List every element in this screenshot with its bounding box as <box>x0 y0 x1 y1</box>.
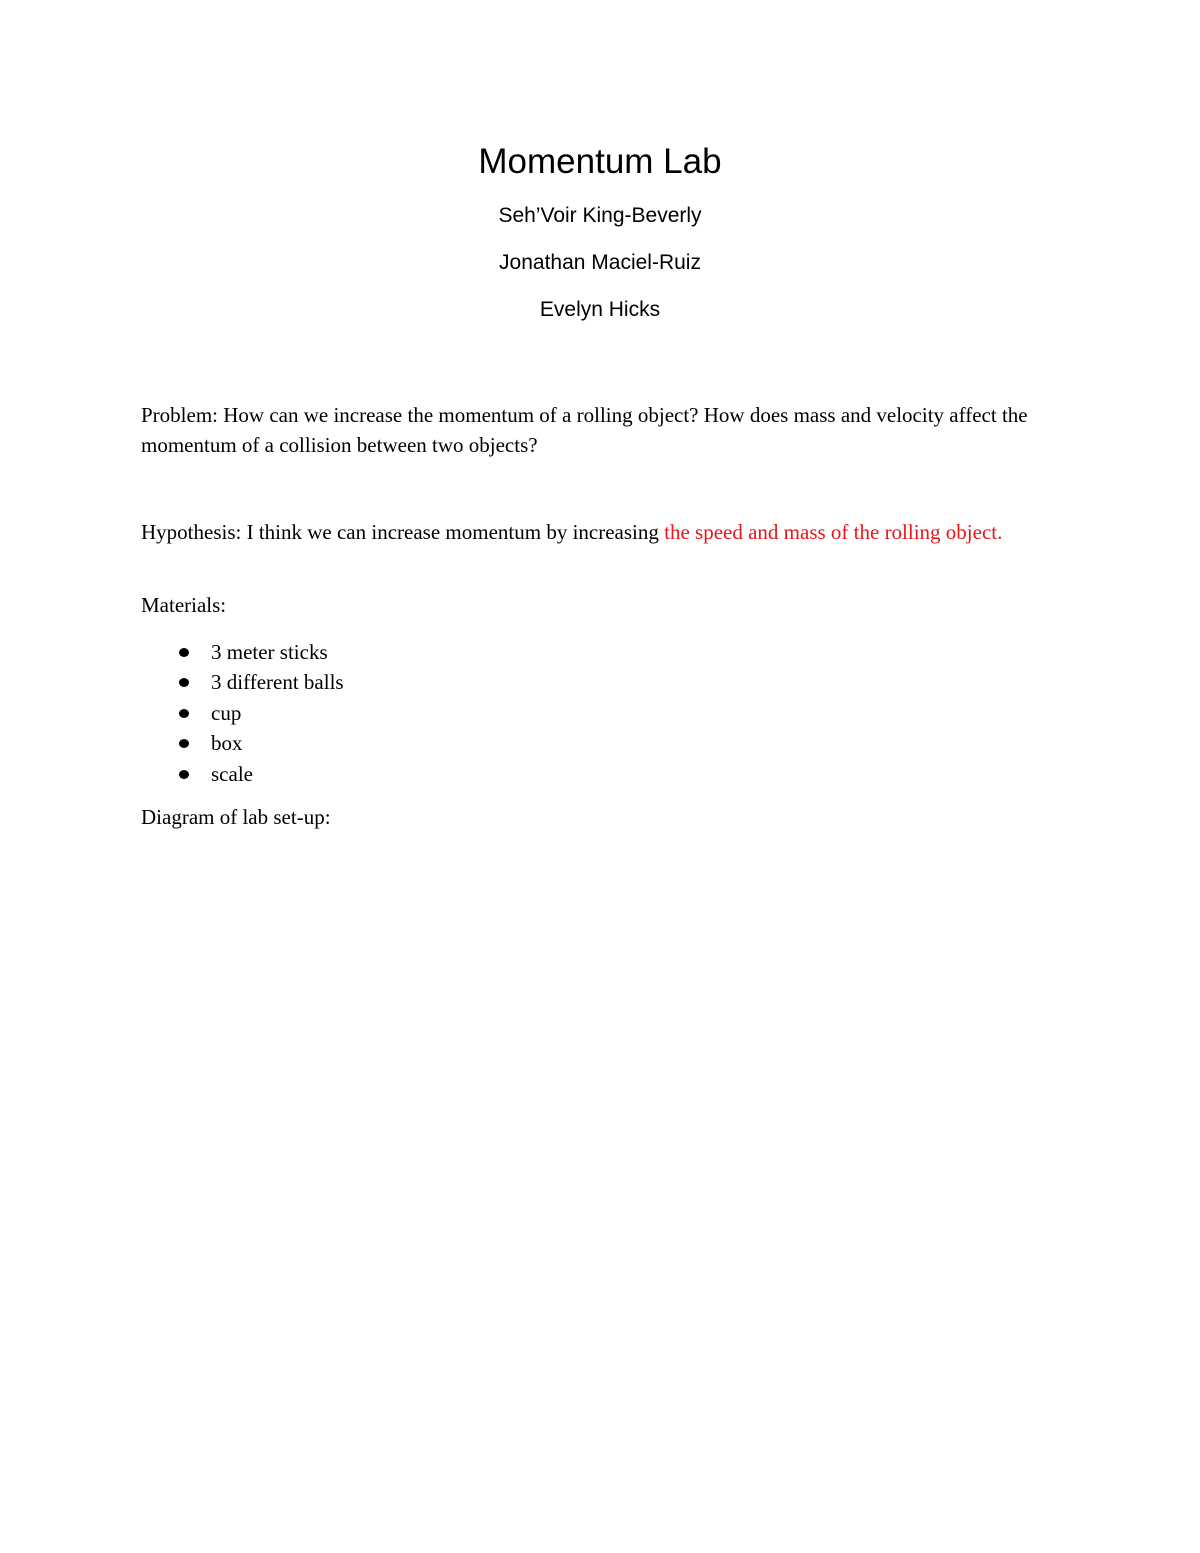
bullet-icon <box>179 739 189 748</box>
bullet-icon <box>179 709 189 718</box>
diagram-heading: Diagram of lab set-up: <box>141 805 331 829</box>
material-label: scale <box>211 761 253 786</box>
problem-statement: Problem: How can we increase the momentum of a rolling object? How does mass and velocity affect the momentum of a collision between two objects? <box>141 403 1028 457</box>
list-item <box>141 759 344 789</box>
material-label: 3 different balls <box>211 670 344 695</box>
list-item <box>141 728 344 758</box>
material-label: cup <box>211 700 242 725</box>
bullet-icon <box>179 678 189 687</box>
author-name: Jonathan Maciel-Ruiz <box>499 251 701 274</box>
list-item <box>141 698 344 728</box>
author-name: Seh’Voir King-Beverly <box>498 204 702 227</box>
list-item <box>141 637 344 667</box>
materials-heading: Materials: <box>141 593 227 617</box>
hypothesis-prefix: Hypothesis: I think we can increase momentum by increasing <box>141 520 665 544</box>
hypothesis-statement <box>141 517 1041 547</box>
material-label: 3 meter sticks <box>211 640 328 664</box>
hypothesis-highlight: the speed and mass of the rolling object. <box>664 520 1003 544</box>
document-title: Momentum Lab <box>478 142 722 181</box>
bullet-icon <box>179 648 189 657</box>
bullet-icon <box>179 770 189 779</box>
list-item <box>141 667 344 697</box>
materials-list <box>141 637 344 789</box>
material-label: box <box>211 731 243 756</box>
author-name: Evelyn Hicks <box>539 298 661 321</box>
